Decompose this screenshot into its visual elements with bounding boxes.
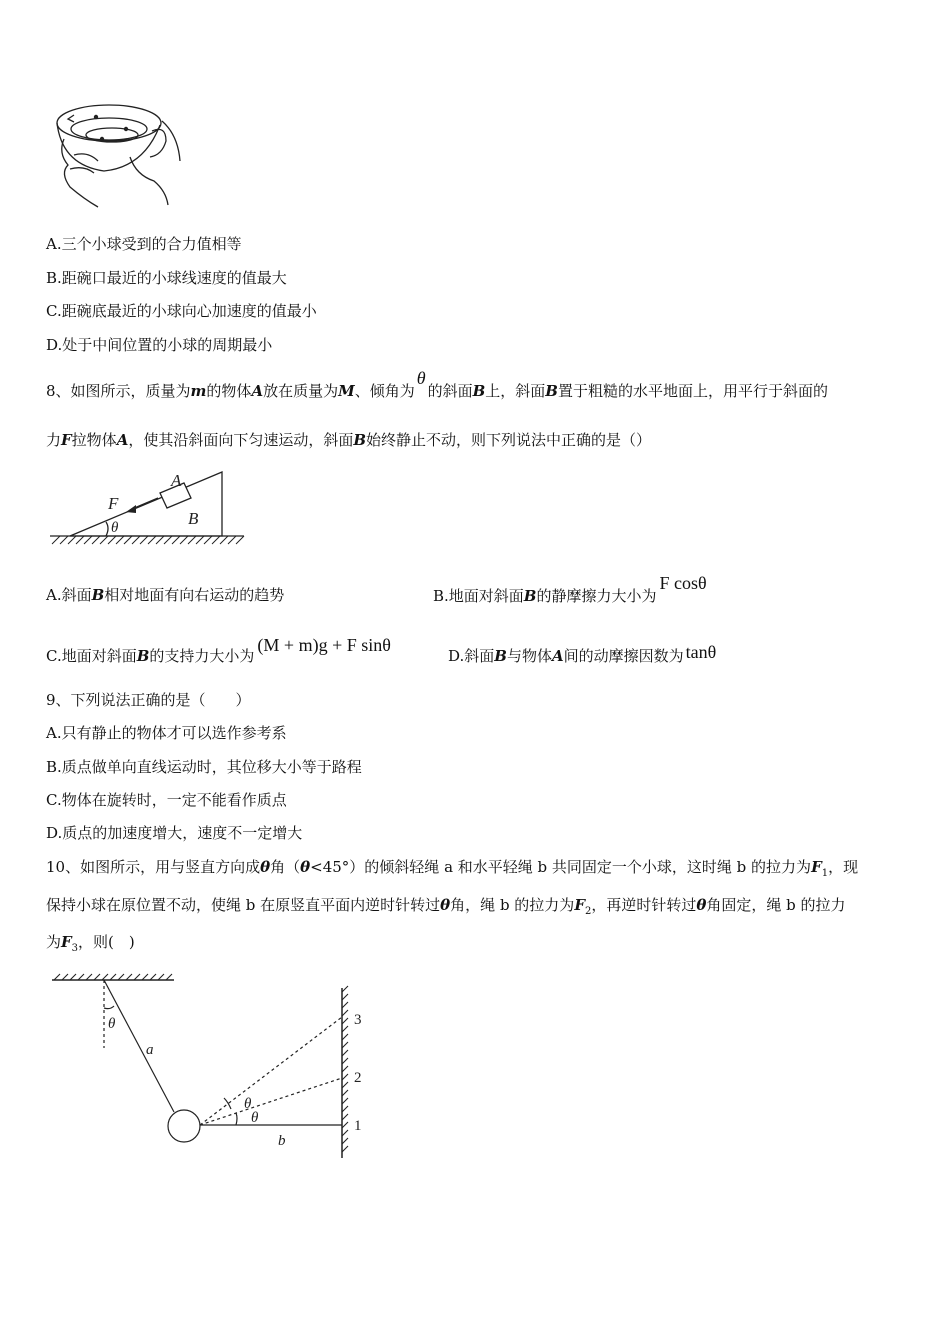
q8-option-c: C.地面对斜面B的支持力大小为(M + m)g + F sinθ <box>46 645 395 666</box>
label-a: A <box>171 471 182 490</box>
incline-figure <box>46 462 248 548</box>
label-b: B <box>188 509 199 528</box>
q9-option-c: C.物体在旋转时，一定不能看作质点 <box>46 791 287 809</box>
label-rope-b: b <box>278 1133 286 1149</box>
q10-stem-line3: 为$F_3$，则( ) <box>46 933 135 954</box>
q9-option-b: B.质点做单向直线运动时，其位移大小等于路程 <box>46 758 362 776</box>
label-f: F <box>108 494 119 513</box>
label-rope-a: a <box>146 1042 154 1058</box>
q7-option-c: C.距碗底最近的小球向心加速度的值最小 <box>46 302 317 320</box>
q8-option-c-formula: (M + m)g + F sinθ <box>257 635 391 655</box>
label-position-2: 2 <box>354 1070 362 1086</box>
q9-stem: 9、下列说法正确的是（ ） <box>46 691 251 709</box>
q8-option-b-formula: F cosθ <box>659 573 707 593</box>
q9-option-a: A.只有静止的物体才可以选作参考系 <box>46 724 287 742</box>
rope-ball-figure <box>46 970 376 1170</box>
q8-option-a: A.斜面B相对地面有向右运动的趋势 <box>46 586 285 604</box>
q8-stem-line1: 8、如图所示，质量为m的物体A放在质量为M、倾角为θ的斜面B上，斜面B置于粗糙的水平地面上，用平行于斜面的 <box>46 368 828 400</box>
q8-option-d-formula: tanθ <box>685 642 717 662</box>
q7-option-a: A.三个小球受到的合力值相等 <box>46 235 242 253</box>
label-position-1: 1 <box>354 1118 362 1134</box>
q8-option-b: B.地面对斜面B的静摩擦力大小为F cosθ <box>433 573 707 605</box>
label-theta: θ <box>111 520 119 536</box>
label-theta-top: θ <box>108 1016 116 1032</box>
q7-option-d: D.处于中间位置的小球的周期最小 <box>46 336 273 354</box>
q7-option-b: B.距碗口最近的小球线速度的值最大 <box>46 269 287 287</box>
label-position-3: 3 <box>354 1012 362 1028</box>
q8-option-d: D.斜面B与物体A间的动摩擦因数为 tanθ <box>448 642 717 665</box>
label-theta-1: θ <box>244 1096 252 1112</box>
q8-stem-line2: 力F拉物体A，使其沿斜面向下匀速运动，斜面B始终静止不动，则下列说法中正确的是（） <box>46 431 652 449</box>
label-theta-2: θ <box>251 1110 259 1126</box>
bowl-figure <box>44 95 184 215</box>
q9-option-d: D.质点的加速度增大，速度不一定增大 <box>46 824 303 842</box>
q10-stem-line1: 10、如图所示，用与竖直方向成θ角（θ<45°）的倾斜轻绳 a 和水平轻绳 b 共同固定一个小球，这时绳 b 的拉力为$F_1$，现 <box>46 858 859 879</box>
q10-stem-line2: 保持小球在原位置不动，使绳 b 在原竖直平面内逆时针转过θ角，绳 b 的拉力为$F_2$，再逆时针转过θ角固定，绳 b 的拉力 <box>46 896 846 917</box>
